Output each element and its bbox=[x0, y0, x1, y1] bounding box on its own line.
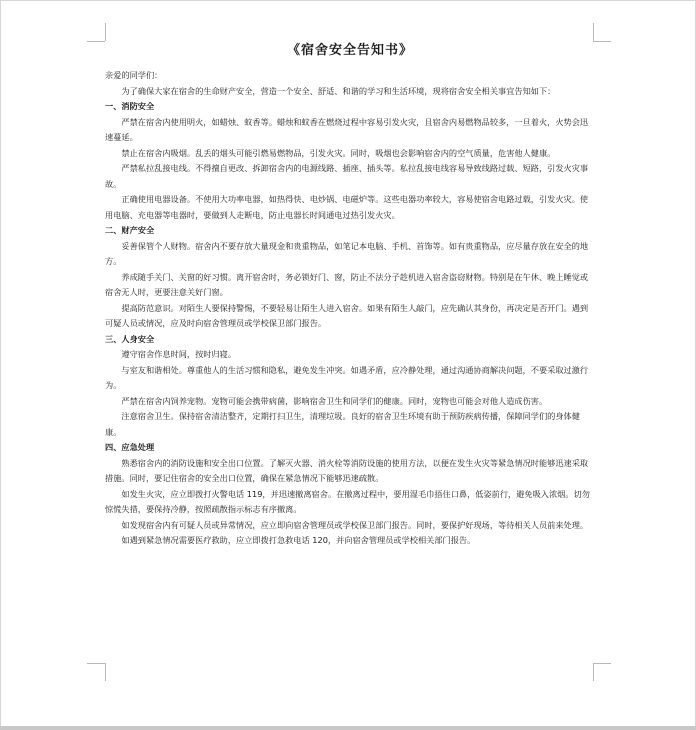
paragraph: 提高防范意识。对陌生人要保持警惕，不要轻易让陌生人进入宿舍。如果有陌生人敲门，应先确认其身份，再决定是否开门。遇到可疑人员或情况，应及时向宿舍管理员或学校保卫部门报告。 bbox=[105, 302, 589, 328]
paragraph: 如发现宿舍内有可疑人员或异常情况，应立即向宿舍管理员或学校保卫部门报告。同时，要保护好现场，等待相关人员前来处理。 bbox=[121, 519, 589, 530]
greeting: 亲爱的同学们： bbox=[105, 70, 163, 80]
section-property-safety bbox=[105, 223, 595, 332]
section-heading: 二、财产安全 bbox=[105, 225, 155, 235]
paragraph: 严禁在宿舍内使用明火，如蜡烛、蚊香等。蜡烛和蚊香在燃烧过程中容易引发火灾，且宿舍内易燃物品较多，一旦着火，火势会迅速蔓延。 bbox=[105, 116, 589, 142]
document-title: 《宿舍安全告知书》 bbox=[286, 43, 413, 58]
section-personal-safety bbox=[105, 332, 595, 441]
section-fire-safety bbox=[105, 99, 595, 223]
document-body[interactable] bbox=[105, 41, 595, 549]
section-heading: 一、消防安全 bbox=[105, 101, 155, 111]
paragraph: 养成随手关门、关窗的好习惯。离开宿舍时，务必锁好门、窗，防止不法分子趁机进入宿舍盗窃财物。特别是在午休、晚上睡觉或宿舍无人时，更要注意关好门窗。 bbox=[105, 271, 589, 297]
section-heading: 四、应急处理 bbox=[105, 442, 155, 452]
section-emergency-handling bbox=[105, 440, 595, 549]
paragraph: 注意宿舍卫生。保持宿舍清洁整齐，定期打扫卫生，清理垃圾。良好的宿舍卫生环境有助于预防疾病传播，保障同学们的身体健康。 bbox=[105, 411, 580, 437]
intro-paragraph: 为了确保大家在宿舍的生命财产安全，营造一个安全、舒适、和谐的学习和生活环境，现将宿舍安全相关事宜告知如下： bbox=[121, 85, 556, 96]
paragraph: 妥善保管个人财物。宿舍内不要存放大量现金和贵重物品，如笔记本电脑、手机、首饰等。如有贵重物品，应尽量存放在安全的地方。 bbox=[105, 240, 589, 266]
paragraph: 与室友和谐相处。尊重他人的生活习惯和隐私，避免发生冲突。如遇矛盾，应冷静处理，通过沟通协商解决问题，不要采取过激行为。 bbox=[105, 364, 589, 390]
window-bottom-edge bbox=[0, 726, 696, 730]
paragraph: 如遇到紧急情况需要医疗救助，应立即拨打急救电话 120，并向宿舍管理员或学校相关部门报告。 bbox=[121, 535, 476, 545]
paragraph: 如发生火灾，应立即拨打火警电话 119，并迅速撤离宿舍。在撤离过程中，要用湿毛巾捂住口鼻，低姿前行，避免吸入浓烟。切勿惊慌失措，要保持冷静，按照疏散指示标志有序撤离。 bbox=[105, 488, 590, 514]
paragraph: 严禁在宿舍内饲养宠物。宠物可能会携带病菌，影响宿舍卫生和同学们的健康。同时，宠物也可能会对他人造成伤害。 bbox=[121, 395, 548, 406]
paragraph: 熟悉宿舍内的消防设施和安全出口位置。了解灭火器、消火栓等消防设施的使用方法，以便在发生火灾等紧急情况时能够迅速采取措施。同时，要记住宿舍的安全出口位置，确保在紧急情况下能够迅速疏散。 bbox=[105, 457, 589, 483]
paragraph: 严禁私拉乱接电线。不得擅自更改、拆卸宿舍内的电源线路、插座、插头等。私拉乱接电线容易导致线路过载、短路，引发火灾事故。 bbox=[105, 163, 589, 189]
paragraph: 禁止在宿舍内吸烟。乱丢的烟头可能引燃易燃物品，引发火灾。同时，吸烟也会影响宿舍内的空气质量，危害他人健康。 bbox=[121, 147, 556, 158]
section-heading: 三、人身安全 bbox=[105, 333, 155, 344]
paragraph: 正确使用电器设备。不使用大功率电器，如热得快、电炒锅、电磁炉等。这些电器功率较大，容易使宿舍电路过载，引发火灾。使用电脑、充电器等电器时，要做到人走断电，防止电器长时间通电过热引发火灾。 bbox=[105, 194, 589, 220]
paragraph: 遵守宿舍作息时间，按时归寝。 bbox=[121, 349, 237, 359]
